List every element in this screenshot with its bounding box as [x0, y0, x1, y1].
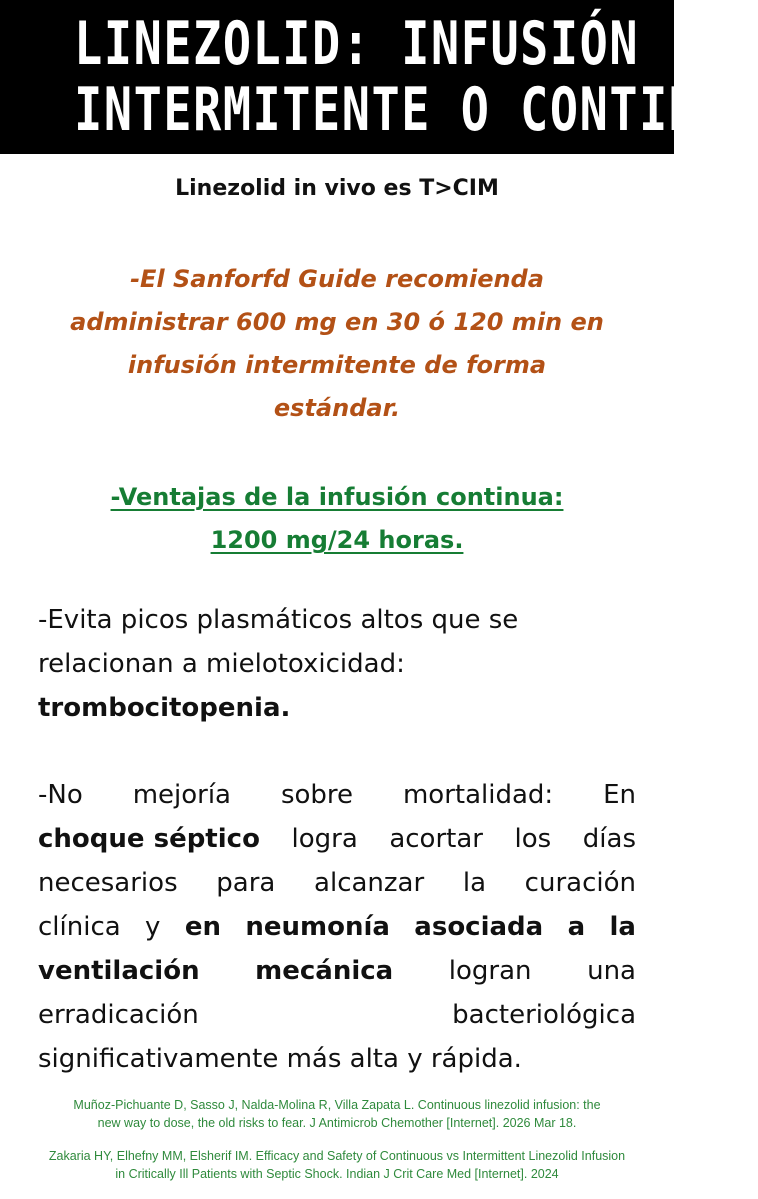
para1-line-3	[38, 686, 636, 730]
sanford-line: estándar.	[273, 394, 401, 422]
sanford-recommendation	[20, 258, 654, 430]
para2-line-5	[38, 949, 636, 993]
para2-line-1	[38, 773, 636, 817]
subtitle: Linezolid in vivo es T>CIM	[175, 176, 499, 201]
continuous-infusion-heading	[20, 476, 654, 562]
para2-word: En	[603, 780, 636, 810]
paragraph-mortality	[38, 773, 636, 1081]
para1-line-1: -Evita picos plasmáticos altos que se	[38, 605, 519, 635]
para2-word: mortalidad:	[402, 780, 554, 810]
title-line-1: LINEZOLID: INFUSIÓN	[74, 9, 640, 79]
sanford-line: administrar 600 mg en 30 ó 120 min en	[70, 308, 604, 336]
para2-word: necesarios	[38, 868, 178, 898]
para1-period: .	[280, 693, 291, 723]
para2-bold-word: asociada	[414, 912, 544, 942]
para2-word: erradicación	[38, 1000, 199, 1030]
para2-word: bacteriológica	[452, 1000, 636, 1030]
para2-line-3	[38, 861, 636, 905]
para2-word: días	[582, 824, 636, 854]
para2-word: mejoría	[132, 780, 231, 810]
reference-line: Zakaria HY, Elhefny MM, Elsherif IM. Efficacy and Safety of Continuous vs Intermittent Linezolid Infusion	[48, 1149, 626, 1163]
para2-bold-word: a	[567, 912, 586, 942]
para2-word: una	[587, 956, 636, 986]
ventajas-line-2: 1200 mg/24 horas.	[210, 526, 464, 554]
para2-line-7: significativamente más alta y rápida.	[38, 1044, 522, 1074]
para2-bold-word: mecánica	[255, 956, 394, 986]
para1-line-2: relacionan a mielotoxicidad:	[38, 649, 405, 679]
para1-bold-term: trombocitopenia	[38, 693, 281, 723]
para2-line-2	[38, 817, 636, 861]
reference-1	[20, 1096, 654, 1132]
para2-word: clínica	[38, 912, 121, 942]
para2-word: para	[216, 868, 276, 898]
para2-word: -No	[38, 780, 83, 810]
paragraph-thrombocytopenia	[38, 598, 636, 730]
para2-word: los	[514, 824, 552, 854]
para2-word: sobre	[280, 780, 354, 810]
title-line-2: INTERMITENTE O CONTINUA	[74, 75, 758, 145]
ventajas-line-1: -Ventajas de la infusión continua:	[110, 483, 564, 511]
para2-word: logra	[291, 824, 358, 854]
reference-line: in Critically Ill Patients with Septic Shock. Indian J Crit Care Med [Internet]. 2024	[115, 1167, 559, 1181]
para2-bold-word: la	[609, 912, 636, 942]
para2-line-4	[38, 905, 636, 949]
title-banner	[0, 0, 758, 154]
para2-bold-term: choque séptico	[38, 824, 260, 854]
para2-word: curación	[524, 868, 636, 898]
para2-bold-word: neumonía	[245, 912, 390, 942]
reference-line: new way to dose, the old risks to fear. J Antimicrob Chemother [Internet]. 2026 Mar 18.	[97, 1116, 577, 1130]
para2-word: alcanzar	[314, 868, 425, 898]
para2-line-6	[38, 993, 636, 1037]
para2-word: la	[462, 868, 486, 898]
para2-word: y	[145, 912, 161, 942]
reference-2	[20, 1147, 654, 1183]
para2-word: acortar	[389, 824, 483, 854]
reference-line: Muñoz-Pichuante D, Sasso J, Nalda-Molina R, Villa Zapata L. Continuous linezolid infusion: the	[73, 1098, 601, 1112]
para2-bold-word: ventilación	[38, 956, 200, 986]
para2-bold-word: en	[184, 912, 221, 942]
sanford-line: -El Sanforfd Guide recomienda	[130, 265, 544, 293]
sanford-line: infusión intermitente de forma	[127, 351, 547, 379]
para2-word: logran	[448, 956, 532, 986]
